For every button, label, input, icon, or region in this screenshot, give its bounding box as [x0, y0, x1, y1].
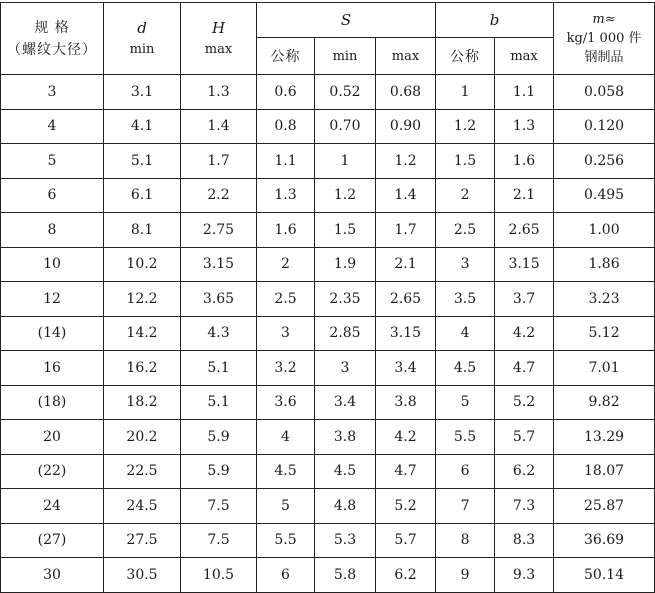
cell-s-max: 5.2: [376, 489, 436, 524]
cell-b-nominal: 3.5: [436, 282, 495, 317]
cell-mass: 9.82: [554, 385, 655, 420]
cell-s-nominal: 2: [257, 247, 315, 282]
cell-s-min: 1.5: [315, 213, 376, 248]
cell-s-nominal: 5.5: [257, 523, 315, 558]
cell-b-max: 4.7: [495, 351, 554, 386]
cell-b-max: 8.3: [495, 523, 554, 558]
cell-h-max: 5.1: [181, 385, 257, 420]
cell-b-nominal: 1.2: [436, 109, 495, 144]
cell-b-nominal: 1.5: [436, 144, 495, 179]
cell-h-max: 1.3: [181, 75, 257, 110]
table-row: [1, 247, 655, 282]
cell-mass: 0.256: [554, 144, 655, 179]
cell-b-max: 1.3: [495, 109, 554, 144]
cell-b-max: 4.2: [495, 316, 554, 351]
cell-b-nominal: 9: [436, 558, 495, 593]
cell-mass: 18.07: [554, 454, 655, 489]
cell-mass: 1.00: [554, 213, 655, 248]
cell-b-max: 5.2: [495, 385, 554, 420]
cell-d-min: 14.2: [104, 316, 181, 351]
cell-spec: (27): [1, 523, 104, 558]
cell-mass: 1.86: [554, 247, 655, 282]
cell-b-max: 5.7: [495, 420, 554, 455]
cell-s-min: 3: [315, 351, 376, 386]
cell-s-max: 4.2: [376, 420, 436, 455]
cell-d-min: 16.2: [104, 351, 181, 386]
cell-b-nominal: 5: [436, 385, 495, 420]
header-d-symbol: d: [137, 18, 147, 37]
header-b-symbol: b: [489, 11, 500, 29]
cell-spec: (14): [1, 316, 104, 351]
cell-mass: 50.14: [554, 558, 655, 593]
cell-h-max: 7.5: [181, 489, 257, 524]
cell-d-min: 27.5: [104, 523, 181, 558]
cell-b-max: 1.6: [495, 144, 554, 179]
cell-s-nominal: 1.3: [257, 178, 315, 213]
cell-s-min: 4.8: [315, 489, 376, 524]
cell-b-nominal: 1: [436, 75, 495, 110]
cell-h-max: 3.15: [181, 247, 257, 282]
cell-spec: 8: [1, 213, 104, 248]
cell-spec: 30: [1, 558, 104, 593]
header-d-sub: min: [129, 41, 155, 57]
table-row: [1, 454, 655, 489]
cell-b-nominal: 2.5: [436, 213, 495, 248]
cell-s-nominal: 6: [257, 558, 315, 593]
cell-spec: 12: [1, 282, 104, 317]
cell-spec: 10: [1, 247, 104, 282]
cell-b-max: 3.15: [495, 247, 554, 282]
cell-b-nominal: 6: [436, 454, 495, 489]
cell-d-min: 12.2: [104, 282, 181, 317]
table-row: [1, 213, 655, 248]
cell-s-max: 1.7: [376, 213, 436, 248]
header-h-symbol: H: [211, 18, 226, 37]
cell-b-max: 2.65: [495, 213, 554, 248]
cell-s-max: 5.7: [376, 523, 436, 558]
cell-s-min: 3.4: [315, 385, 376, 420]
header-spec-line2: （螺纹大径）: [7, 41, 97, 58]
table-row: [1, 178, 655, 213]
cell-s-min: 1: [315, 144, 376, 179]
cell-s-max: 1.4: [376, 178, 436, 213]
cell-s-max: 2.1: [376, 247, 436, 282]
cell-s-max: 3.8: [376, 385, 436, 420]
cell-d-min: 18.2: [104, 385, 181, 420]
cell-s-min: 2.85: [315, 316, 376, 351]
header-mass-line2: kg/1 000 件: [566, 31, 642, 46]
cell-d-min: 20.2: [104, 420, 181, 455]
table-row: [1, 351, 655, 386]
header-mass: [554, 3, 655, 75]
cell-b-nominal: 4: [436, 316, 495, 351]
cell-d-min: 5.1: [104, 144, 181, 179]
cell-s-nominal: 3.6: [257, 385, 315, 420]
cell-b-nominal: 7: [436, 489, 495, 524]
cell-mass: 13.29: [554, 420, 655, 455]
cell-b-max: 2.1: [495, 178, 554, 213]
cell-d-min: 6.1: [104, 178, 181, 213]
header-h: [181, 3, 257, 75]
table-row: [1, 109, 655, 144]
cell-d-min: 10.2: [104, 247, 181, 282]
table-row: [1, 558, 655, 593]
cell-b-max: 7.3: [495, 489, 554, 524]
cell-mass: 0.120: [554, 109, 655, 144]
cell-mass: 0.058: [554, 75, 655, 110]
cell-mass: 36.69: [554, 523, 655, 558]
cell-mass: 7.01: [554, 351, 655, 386]
header-b-max: max: [495, 38, 554, 75]
header-b: [436, 3, 554, 38]
cell-s-max: 3.15: [376, 316, 436, 351]
cell-h-max: 1.4: [181, 109, 257, 144]
cell-spec: (22): [1, 454, 104, 489]
cell-s-nominal: 4: [257, 420, 315, 455]
header-s: [257, 3, 436, 38]
header-mass-text: [554, 10, 654, 67]
header-h-sub: max: [204, 41, 233, 57]
cell-s-min: 0.52: [315, 75, 376, 110]
table-row: [1, 489, 655, 524]
cell-s-nominal: 0.8: [257, 109, 315, 144]
cell-s-min: 5.3: [315, 523, 376, 558]
cell-h-max: 3.65: [181, 282, 257, 317]
cell-spec: 24: [1, 489, 104, 524]
cell-s-min: 4.5: [315, 454, 376, 489]
cell-s-nominal: 3: [257, 316, 315, 351]
cell-h-max: 1.7: [181, 144, 257, 179]
header-b-nominal: 公称: [436, 38, 495, 75]
cell-s-nominal: 4.5: [257, 454, 315, 489]
cell-b-nominal: 8: [436, 523, 495, 558]
cell-spec: 20: [1, 420, 104, 455]
cell-spec: 4: [1, 109, 104, 144]
cell-s-max: 6.2: [376, 558, 436, 593]
table-row: [1, 144, 655, 179]
table-row: [1, 385, 655, 420]
table-body: [1, 75, 655, 593]
table-row: [1, 282, 655, 317]
cell-s-min: 0.70: [315, 109, 376, 144]
spec-table-page: [0, 2, 654, 593]
cell-s-nominal: 1.1: [257, 144, 315, 179]
header-mass-line3: 钢制品: [584, 50, 624, 65]
cell-h-max: 7.5: [181, 523, 257, 558]
table-row: [1, 420, 655, 455]
cell-b-max: 9.3: [495, 558, 554, 593]
cell-s-min: 1.9: [315, 247, 376, 282]
cell-d-min: 4.1: [104, 109, 181, 144]
cell-spec: 16: [1, 351, 104, 386]
cell-d-min: 30.5: [104, 558, 181, 593]
header-s-max: max: [376, 38, 436, 75]
cell-h-max: 10.5: [181, 558, 257, 593]
cell-b-nominal: 3: [436, 247, 495, 282]
table-row: [1, 316, 655, 351]
cell-spec: 3: [1, 75, 104, 110]
cell-s-max: 0.90: [376, 109, 436, 144]
cell-d-min: 24.5: [104, 489, 181, 524]
table-row: [1, 75, 655, 110]
cell-s-nominal: 0.6: [257, 75, 315, 110]
cell-d-min: 3.1: [104, 75, 181, 110]
cell-mass: 0.495: [554, 178, 655, 213]
table-row: [1, 523, 655, 558]
header-mass-line1: m≈: [592, 12, 616, 27]
cell-h-max: 5.9: [181, 454, 257, 489]
cell-d-min: 8.1: [104, 213, 181, 248]
header-s-min: min: [315, 38, 376, 75]
cell-b-max: 3.7: [495, 282, 554, 317]
cell-s-nominal: 3.2: [257, 351, 315, 386]
cell-h-max: 4.3: [181, 316, 257, 351]
cell-s-max: 2.65: [376, 282, 436, 317]
cell-s-min: 2.35: [315, 282, 376, 317]
cell-h-max: 5.1: [181, 351, 257, 386]
header-spec: [1, 3, 104, 75]
header-spec-line1: 规 格: [34, 19, 70, 36]
cell-spec: (18): [1, 385, 104, 420]
cell-b-nominal: 4.5: [436, 351, 495, 386]
cell-mass: 5.12: [554, 316, 655, 351]
cell-s-max: 4.7: [376, 454, 436, 489]
cell-mass: 3.23: [554, 282, 655, 317]
cell-s-min: 3.8: [315, 420, 376, 455]
cell-d-min: 22.5: [104, 454, 181, 489]
washer-spec-table: [0, 2, 655, 593]
cell-h-max: 2.75: [181, 213, 257, 248]
cell-h-max: 2.2: [181, 178, 257, 213]
cell-spec: 6: [1, 178, 104, 213]
cell-b-nominal: 5.5: [436, 420, 495, 455]
cell-s-max: 1.2: [376, 144, 436, 179]
cell-mass: 25.87: [554, 489, 655, 524]
cell-spec: 5: [1, 144, 104, 179]
cell-s-max: 0.68: [376, 75, 436, 110]
cell-s-nominal: 2.5: [257, 282, 315, 317]
cell-s-nominal: 5: [257, 489, 315, 524]
header-s-nominal: 公称: [257, 38, 315, 75]
cell-s-nominal: 1.6: [257, 213, 315, 248]
cell-b-nominal: 2: [436, 178, 495, 213]
header-d: [104, 3, 181, 75]
cell-b-max: 6.2: [495, 454, 554, 489]
cell-h-max: 5.9: [181, 420, 257, 455]
cell-s-min: 1.2: [315, 178, 376, 213]
header-s-symbol: S: [340, 11, 352, 29]
cell-b-max: 1.1: [495, 75, 554, 110]
cell-s-min: 5.8: [315, 558, 376, 593]
cell-s-max: 3.4: [376, 351, 436, 386]
